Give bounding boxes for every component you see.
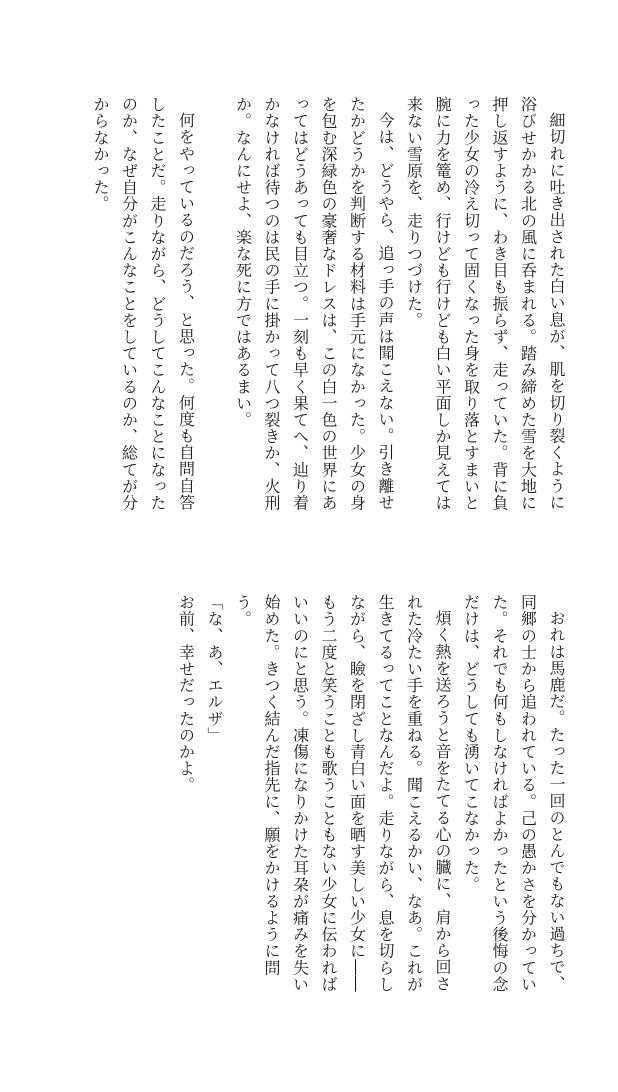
dialogue-line: 「な、あ、エルザ」 [205,594,224,744]
paragraph: おれは馬鹿だ。たった一回のとんでもない過ちで、同郷の士から追われている。己の愚かさを分かっていた。それでも何もしなければよかったという後悔の念だけは、どうしても湧いてこなかった。 [461,594,566,993]
paragraph: 煩く熱を送ろうと音をたてる心の臓に、肩から回された冷たい手を重ねる。聞こえるかい、なあ。これが生きてるってことなんだよ。走りながら、息を切らしながら、瞼を閉ざし青白い面を晒す美しい少女に――もう二度と笑うことも歌うこともない少女に伝わればいいのにと思う。凍傷になりかけた耳朶が痛みを失い始めた。きつく結んだ指先に、願をかけるように問う。 [233,594,452,993]
bottom-text-block [171,594,570,1004]
paragraph: お前、幸せだったのかよ。 [176,594,196,794]
paragraph: 細切れに吐き出された白い息が、肌を切り裂くように浴びせかかる北の風に呑まれる。踏み締めた雪を大地に押し返すように、わき目も振らず、走っていた。背に負った少女の冷え切って固くなった身を取り落とすまいと腕に力を篭め、行けども行けども白い平面しか見えては来ない雪原を、走りつづけた。 [404,96,566,511]
top-text-block [86,96,571,526]
paragraph: 今は、どうやら、追っ手の声は聞こえない。引き離せたかどうかを判断する材料は手元になかった。少女の身を包む深緑色の豪奢なドレスは、この白一色の世界にあってはどうあっても目立つ。一刻も早く果てへ、辿り着かなければ待つのは民の手に掛かって八つ裂きか、火刑か。なんにせよ、楽な死に方ではあるまい。 [233,96,395,511]
blank-line [200,96,229,526]
paragraph: 何をやっているのだろう、と思った。何度も自問自答したことだ。走りながら、どうしてこんなことになったのか、なぜ自分がこんなことをしているのか、総てが分からなかった。 [91,96,196,511]
